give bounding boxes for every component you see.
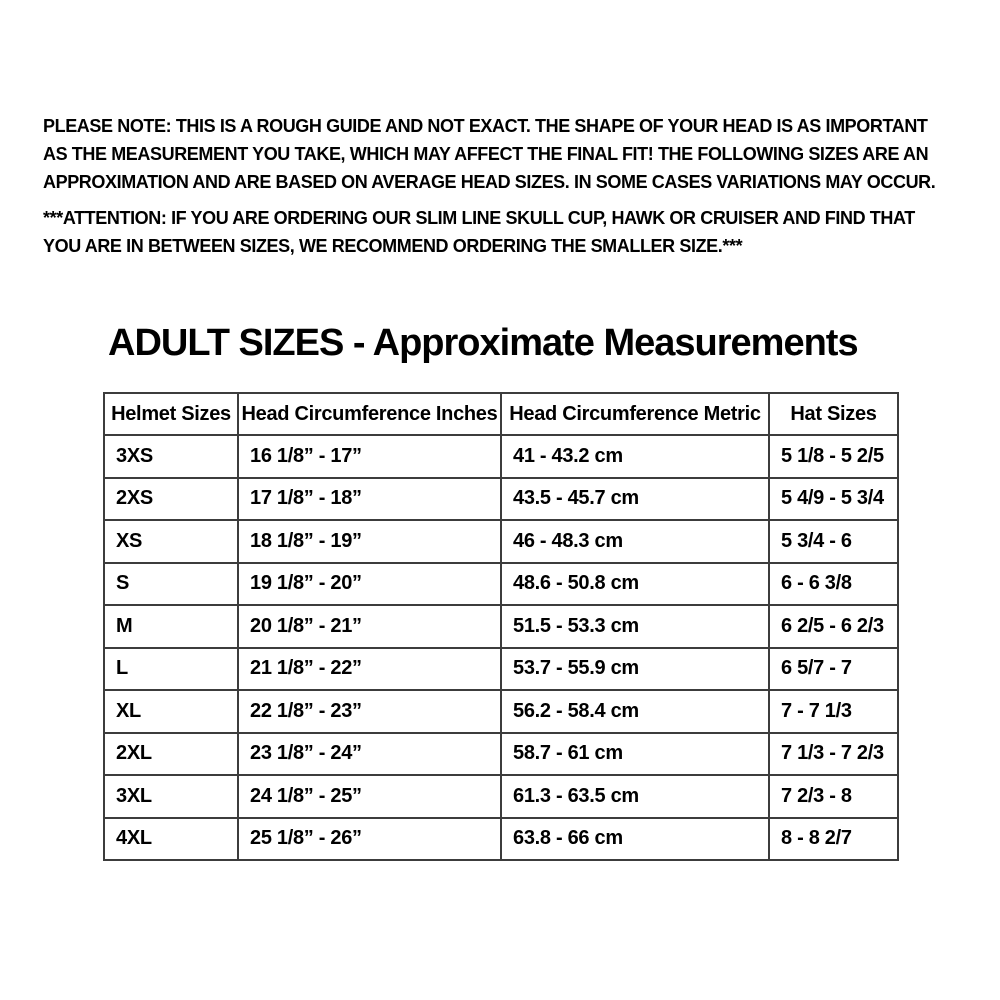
cell-inches: 22 1/8” - 23”: [238, 690, 501, 733]
cell-metric: 58.7 - 61 cm: [501, 733, 769, 776]
cell-metric: 48.6 - 50.8 cm: [501, 563, 769, 606]
cell-helmet-size: XS: [104, 520, 238, 563]
column-header-hat-sizes: Hat Sizes: [769, 393, 898, 435]
cell-inches: 25 1/8” - 26”: [238, 818, 501, 861]
size-chart-table: [103, 392, 899, 861]
cell-inches: 19 1/8” - 20”: [238, 563, 501, 606]
cell-hat-size: 6 5/7 - 7: [769, 648, 898, 691]
please-note-text: PLEASE NOTE: THIS IS A ROUGH GUIDE AND NOT EXACT. THE SHAPE OF YOUR HEAD IS AS IMPORTANT AS THE MEASUREMENT YOU TAKE, WHICH MAY AFFECT THE FINAL FIT! THE FOLLOWING SIZES ARE AN APPROXIMATION AND ARE BASED ON AVERAGE HEAD SIZES. IN SOME CASES VARIATIONS MAY OCCUR.: [43, 116, 936, 192]
cell-metric: 56.2 - 58.4 cm: [501, 690, 769, 733]
cell-inches: 17 1/8” - 18”: [238, 478, 501, 521]
cell-helmet-size: 2XS: [104, 478, 238, 521]
table-row: [104, 563, 898, 606]
cell-helmet-size: 2XL: [104, 733, 238, 776]
cell-metric: 53.7 - 55.9 cm: [501, 648, 769, 691]
cell-inches: 16 1/8” - 17”: [238, 435, 501, 478]
attention-text: ***ATTENTION: IF YOU ARE ORDERING OUR SLIM LINE SKULL CUP, HAWK OR CRUISER AND FIND THAT YOU ARE IN BETWEEN SIZES, WE RECOMMEND ORDERING THE SMALLER SIZE.***: [43, 208, 915, 256]
cell-inches: 18 1/8” - 19”: [238, 520, 501, 563]
table-row: [104, 520, 898, 563]
cell-helmet-size: 3XL: [104, 775, 238, 818]
cell-hat-size: 8 - 8 2/7: [769, 818, 898, 861]
table-row: [104, 818, 898, 861]
cell-inches: 24 1/8” - 25”: [238, 775, 501, 818]
column-header-metric: Head Circumference Metric: [501, 393, 769, 435]
cell-helmet-size: 4XL: [104, 818, 238, 861]
table-row: [104, 733, 898, 776]
cell-hat-size: 5 3/4 - 6: [769, 520, 898, 563]
cell-hat-size: 5 1/8 - 5 2/5: [769, 435, 898, 478]
cell-helmet-size: XL: [104, 690, 238, 733]
cell-helmet-size: M: [104, 605, 238, 648]
size-table-body: [104, 435, 898, 860]
cell-inches: 23 1/8” - 24”: [238, 733, 501, 776]
cell-hat-size: 5 4/9 - 5 3/4: [769, 478, 898, 521]
cell-metric: 63.8 - 66 cm: [501, 818, 769, 861]
cell-hat-size: 6 2/5 - 6 2/3: [769, 605, 898, 648]
cell-inches: 20 1/8” - 21”: [238, 605, 501, 648]
cell-helmet-size: S: [104, 563, 238, 606]
cell-hat-size: 6 - 6 3/8: [769, 563, 898, 606]
cell-metric: 61.3 - 63.5 cm: [501, 775, 769, 818]
cell-hat-size: 7 2/3 - 8: [769, 775, 898, 818]
table-row: [104, 605, 898, 648]
cell-hat-size: 7 - 7 1/3: [769, 690, 898, 733]
page-title: ADULT SIZES - Approximate Measurements: [108, 322, 858, 364]
cell-metric: 46 - 48.3 cm: [501, 520, 769, 563]
column-header-inches: Head Circumference Inches: [238, 393, 501, 435]
column-header-helmet-sizes: Helmet Sizes: [104, 393, 238, 435]
cell-metric: 51.5 - 53.3 cm: [501, 605, 769, 648]
cell-hat-size: 7 1/3 - 7 2/3: [769, 733, 898, 776]
cell-inches: 21 1/8” - 22”: [238, 648, 501, 691]
table-row: [104, 690, 898, 733]
cell-metric: 41 - 43.2 cm: [501, 435, 769, 478]
cell-helmet-size: L: [104, 648, 238, 691]
header-row: [104, 393, 898, 435]
table-row: [104, 775, 898, 818]
cell-metric: 43.5 - 45.7 cm: [501, 478, 769, 521]
cell-helmet-size: 3XS: [104, 435, 238, 478]
table-row: [104, 478, 898, 521]
table-row: [104, 648, 898, 691]
table-row: [104, 435, 898, 478]
